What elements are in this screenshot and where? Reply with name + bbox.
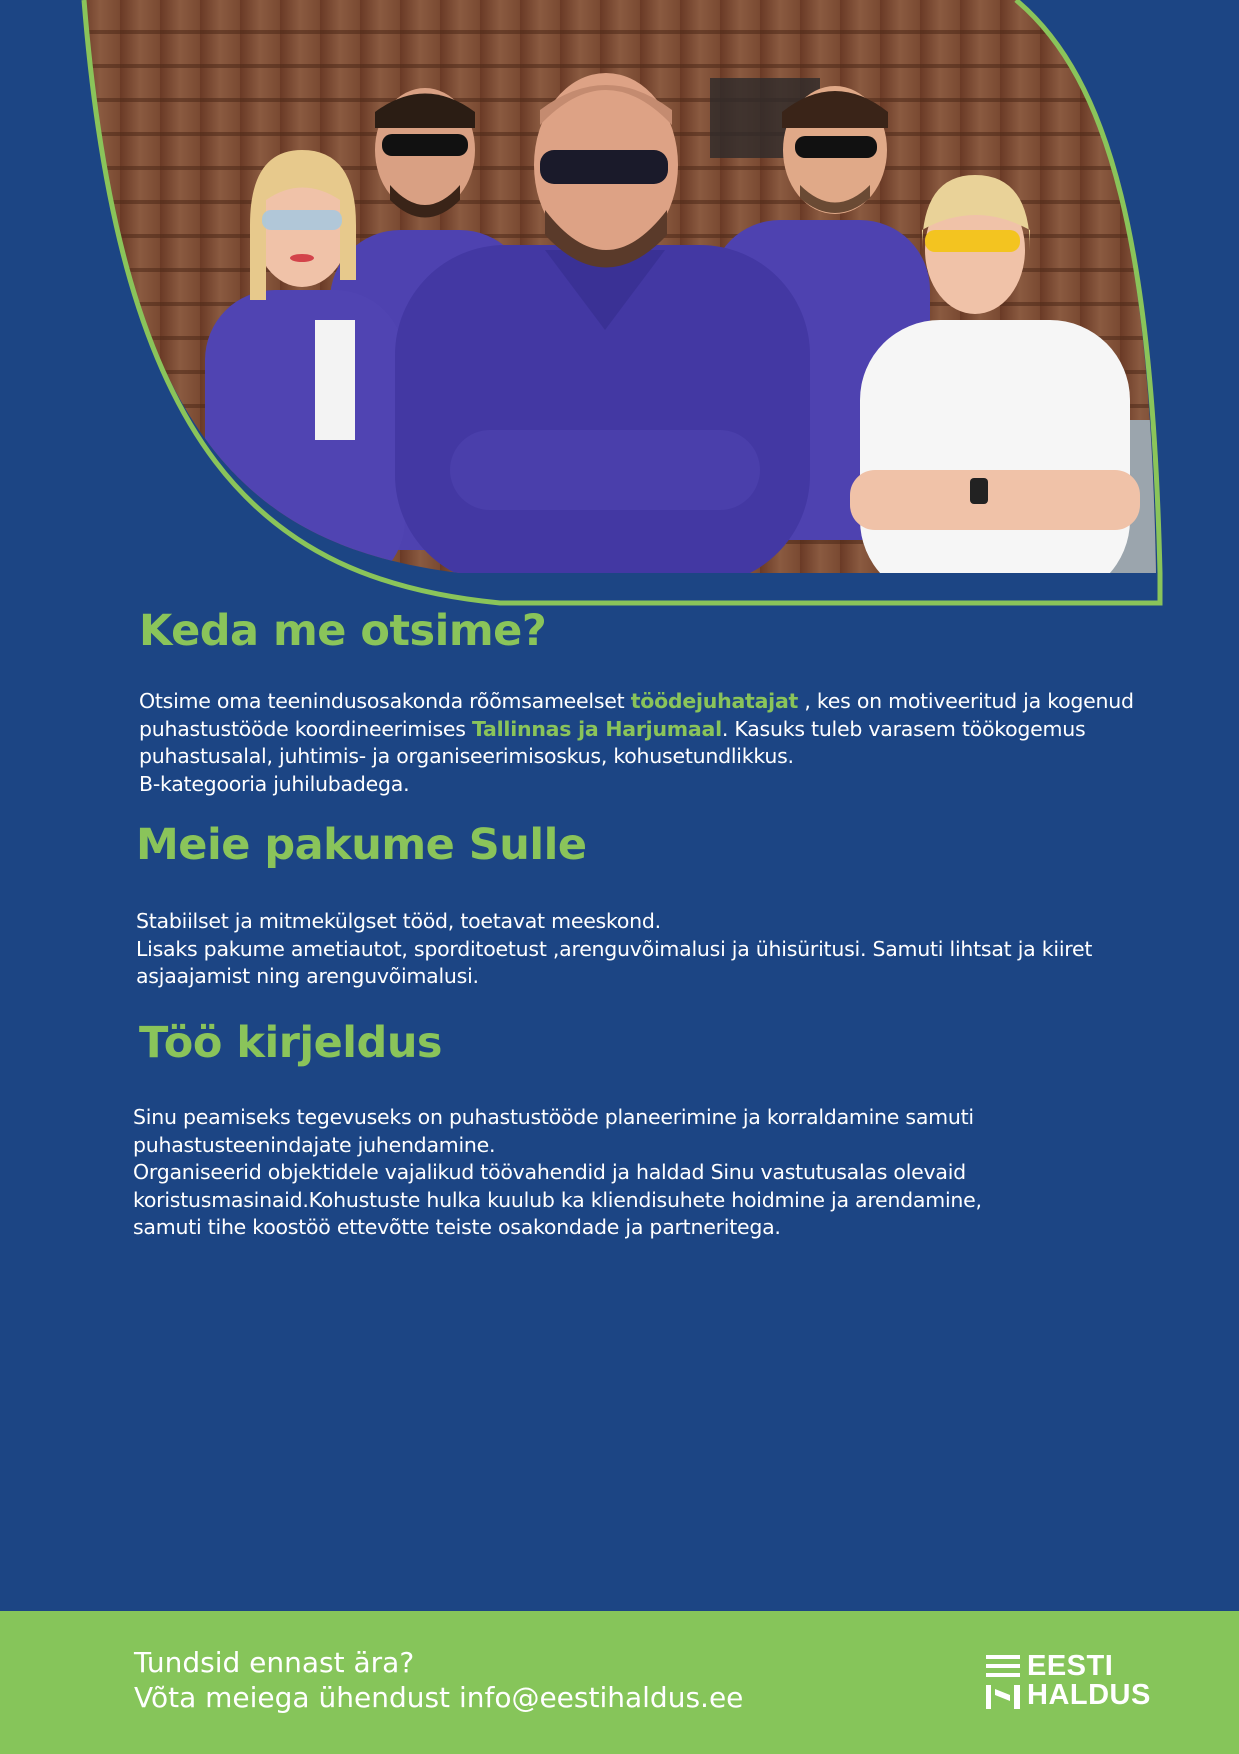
- eesti-haldus-logo: [986, 1650, 1158, 1711]
- contact-email-line[interactable]: Võta meiega ühendust info@eestihaldus.ee: [134, 1681, 744, 1714]
- text-segment: puhastustööde koordineerimises: [139, 716, 472, 741]
- text-line: asjaajamist ning arenguvõimalusi.: [136, 964, 479, 988]
- hero-image: [0, 0, 1239, 612]
- text-line: Stabiilset ja mitmekülgset tööd, toetavat meeskond.: [136, 909, 661, 933]
- contact-line-1: Tundsid ennast ära?: [134, 1646, 415, 1679]
- logo-text-eesti: EESTI: [1027, 1650, 1114, 1682]
- text-line: Lisaks pakume ametiautot, sporditoetust ,arenguvõimalusi ja ühisüritusi. Samuti lihtsat ja kiiret: [136, 936, 1093, 961]
- highlight-location: Tallinnas ja Harjumaal: [471, 716, 722, 741]
- section-body-meie-pakume: [136, 908, 1092, 991]
- text-line: puhastusteenindajate juhendamine.: [133, 1132, 496, 1157]
- section-body-too-kirjeldus: [133, 1104, 982, 1242]
- contact-text: [134, 1645, 743, 1715]
- footer-bar: [0, 1611, 1239, 1754]
- text-segment: puhastusalal, juhtimis- ja organiseerimisoskus, kohusetundlikkus.: [139, 744, 794, 768]
- text-line: koristusmasinaid.Kohustuste hulka kuulub ka kliendisuhete hoidmine ja arendamine,: [133, 1187, 982, 1212]
- section-heading-too-kirjeldus: Töö kirjeldus: [139, 1018, 443, 1068]
- logo-text-haldus: HALDUS: [1027, 1679, 1151, 1711]
- text-line: Sinu peamiseks tegevuseks on puhastustööde planeerimine ja korraldamine samuti: [133, 1105, 974, 1129]
- logo-wordmark: [1027, 1652, 1151, 1710]
- section-heading-keda-me-otsime: Keda me otsime?: [139, 606, 547, 656]
- text-line: Organiseerid objektidele vajalikud töövahendid ja haldad Sinu vastutusalas olevaid: [133, 1160, 966, 1184]
- section-body-keda-me-otsime: [139, 688, 1134, 798]
- text-segment: . Kasuks tuleb varasem töökogemus: [721, 716, 1086, 741]
- text-segment: , kes on motiveeritud ja kogenud: [798, 689, 1134, 713]
- highlight-position-title: töödejuhatajat: [630, 689, 799, 713]
- text-segment: B-kategooria juhilubadega.: [139, 771, 410, 796]
- section-heading-meie-pakume: Meie pakume Sulle: [136, 820, 587, 870]
- text-segment: Otsime oma teenindusosakonda rõõmsameelset: [139, 689, 631, 713]
- text-line: samuti tihe koostöö ettevõtte teiste osakondade ja partneritega.: [133, 1215, 781, 1239]
- logo-mark-icon: [986, 1655, 1026, 1711]
